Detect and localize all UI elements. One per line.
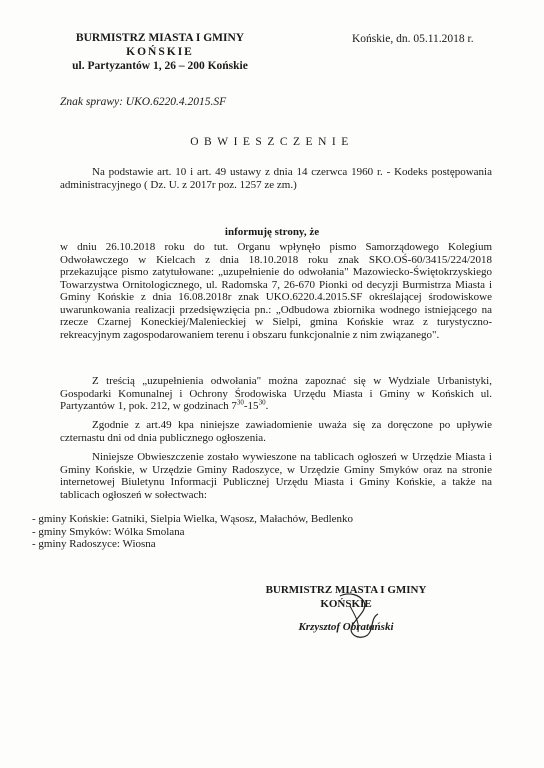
hours-end-minutes: 30 — [258, 398, 266, 407]
issuer-office-line1: BURMISTRZ MIASTA I GMINY — [75, 32, 245, 44]
intro-paragraph: Na podstawie art. 10 i art. 49 ustawy z dnia 14 czerwca 1960 r. - Kodeks postępowania administracyjnego ( Dz. U. z 2017r poz. 1257 ze zm.) — [60, 166, 492, 191]
list-item: - gminy Końskie: Gatniki, Sielpia Wielka, Wąsosz, Małachów, Bedlenko — [32, 513, 354, 525]
signature-office-line2: KOŃSKIE — [320, 598, 372, 610]
list-item: - gminy Radoszyce: Wiosna — [32, 538, 156, 550]
paragraph-review-text: Z treścią „uzupełnienia odwołania" można zapoznać się w Wydziale Urbanistyki, Gospodarki Komunalnej i Ochrony Środowiska Urzędu Miasta i Gminy w Końskich ul. Partyzantów 1, pok. 212, w godzinach 7 — [60, 375, 492, 412]
signature-office-line1: BURMISTRZ MIASTA I GMINY — [265, 584, 427, 596]
issuer-header — [40, 31, 280, 73]
issuer-address: ul. Partyzantów 1, 26 – 200 Końskie — [72, 60, 248, 72]
paragraph-posting: Niniejsze Obwieszczenie zostało wywieszone na tablicach ogłoszeń w Urzędzie Miasta i Gminy Końskie, w Urzędzie Gminy Radoszyce, w Urzędzie Gminy Smyków oraz na stronie internetowej Biuletynu Informacji Publicznej Urzędu Miasta i Gminy Końskie, a także na tablicach ogłoszeń w sołectwach: — [60, 451, 492, 501]
document-title: OBWIESZCZENIE — [190, 136, 354, 148]
place-date: Końskie, dn. 05.11.2018 r. — [352, 33, 474, 45]
paragraph-review-end: . — [265, 400, 269, 412]
paragraph-submission: w dniu 26.10.2018 roku do tut. Organu wpłynęło pismo Samorządowego Kolegium Odwoławczego w Kielcach z dnia 18.10.2018 roku znak SKO.OŚ-60/3415/224/2018 przekazujące pismo zatytułowane: „uzupełnienie do odwołania" Mazowiecko-Świętokrzyskiego Towarzystwa Ornitologicznego, ul. Radomska 7, 26-670 Pionki od decyzji Burmistrza Miasta i Gminy Końskie z dnia 16.08.2018r znak UKO.6220.4.2015.SF określającej środowiskowe uwarunkowania realizacji przedsięwzięcia pn.: „Odbudowa zbiornika wodnego istniejącego na rzecze Czarnej Koneckiej/Malenieckiej w Sielpi, gmina Końskie wraz z turystyczno-rekreacyjnym zagospodarowaniem terenu i obszaru funkcjonalnie z nim związanego". — [60, 241, 492, 341]
case-reference: Znak sprawy: UKO.6220.4.2015.SF — [60, 96, 227, 108]
paragraph-delivery: Zgodnie z art.49 kpa niniejsze zawiadomienie uważa się za doręczone po upływie czternastu dni od dnia publicznego ogłoszenia. — [60, 419, 492, 444]
list-item: - gminy Smyków: Wólka Smolana — [32, 525, 185, 538]
issuer-office-line2: KOŃSKIE — [126, 46, 194, 58]
signatory-name: Krzysztof Obratański — [298, 621, 394, 633]
handwritten-signature-icon — [330, 588, 390, 648]
locations-list — [32, 513, 492, 551]
paragraph-review-info — [60, 375, 492, 413]
inform-heading: informuję strony, że — [224, 226, 320, 238]
hours-separator: -15 — [243, 400, 259, 412]
hours-start-minutes: 30 — [236, 398, 244, 407]
